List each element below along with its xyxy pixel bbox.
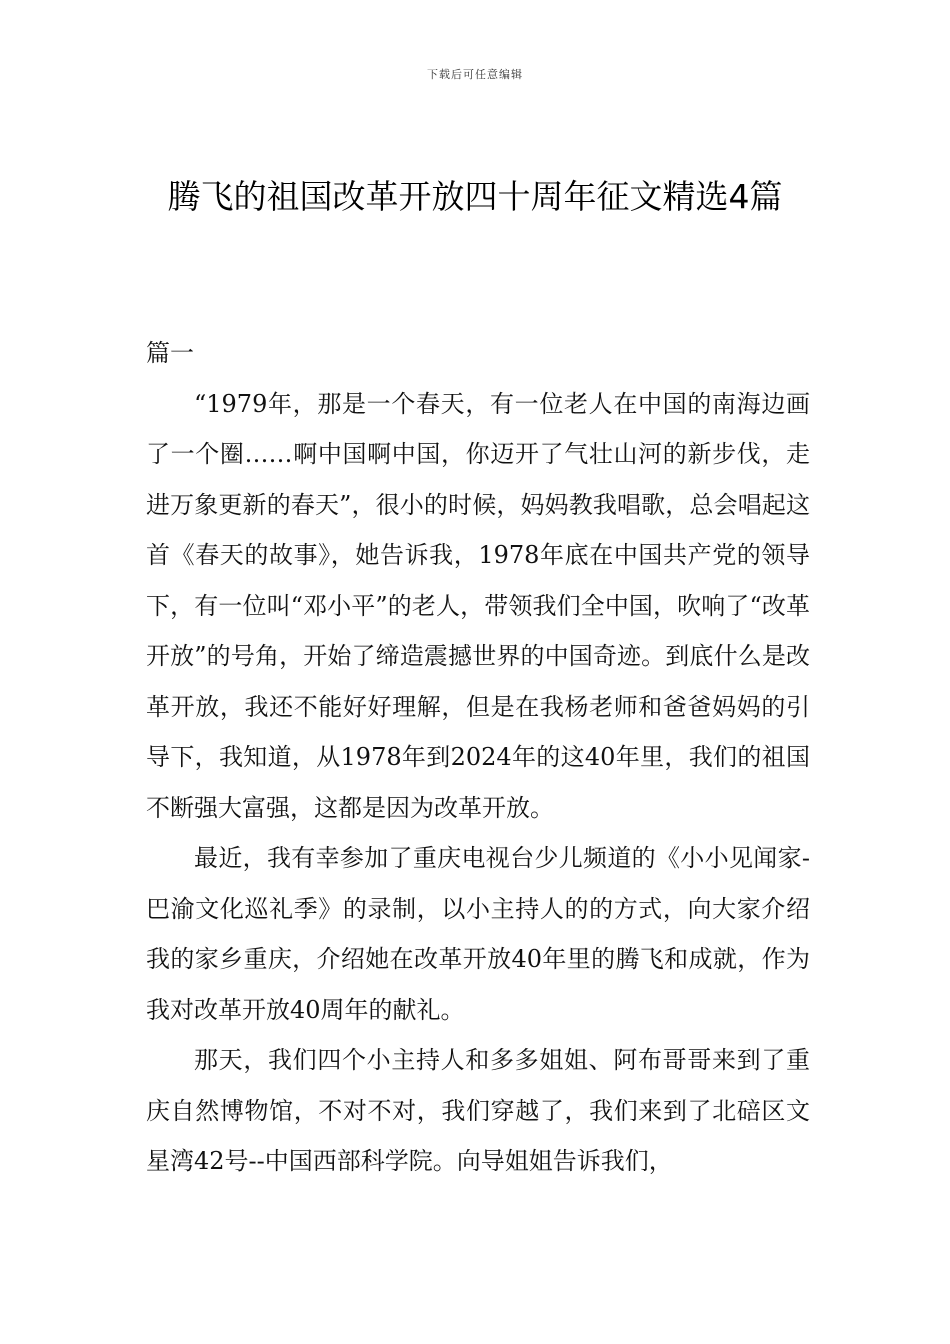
- header-note: 下载后可任意编辑: [427, 68, 523, 81]
- paragraph: “1979年，那是一个春天，有一位老人在中国的南海边画了一个圈……啊中国啊中国，你迈开了气壮山河的新步伐，走进万象更新的春天”，很小的时候，妈妈教我唱歌，总会唱起这首《春天的故事》，她告诉我，1978年底在中国共产党的领导下，有一位叫“邓小平”的老人，带领我们全中国，吹响了“改革开放”的号角，开始了缔造震撼世界的中国奇迹。到底什么是改革开放，我还不能好好理解，但是在我杨老师和爸爸妈妈的引导下，我知道，从1978年到2024年的这40年里，我们的祖国不断强大富强，这都是因为改革开放。: [146, 389, 810, 822]
- paragraph: 那天，我们四个小主持人和多多姐姐、阿布哥哥来到了重庆自然博物馆，不对不对，我们穿越了，我们来到了北碚区文星湾42号--中国西部科学院。向导姐姐告诉我们，: [146, 1046, 810, 1175]
- document-body: [146, 328, 810, 1187]
- document-title: 腾飞的祖国改革开放四十周年征文精选4篇: [167, 177, 783, 216]
- section-label: 篇一: [146, 339, 194, 367]
- paragraph: 最近，我有幸参加了重庆电视台少儿频道的《小小见闻家-巴渝文化巡礼季》的录制，以小主持人的的方式，向大家介绍我的家乡重庆，介绍她在改革开放40年里的腾飞和成就，作为我对改革开放40周年的献礼。: [146, 844, 810, 1024]
